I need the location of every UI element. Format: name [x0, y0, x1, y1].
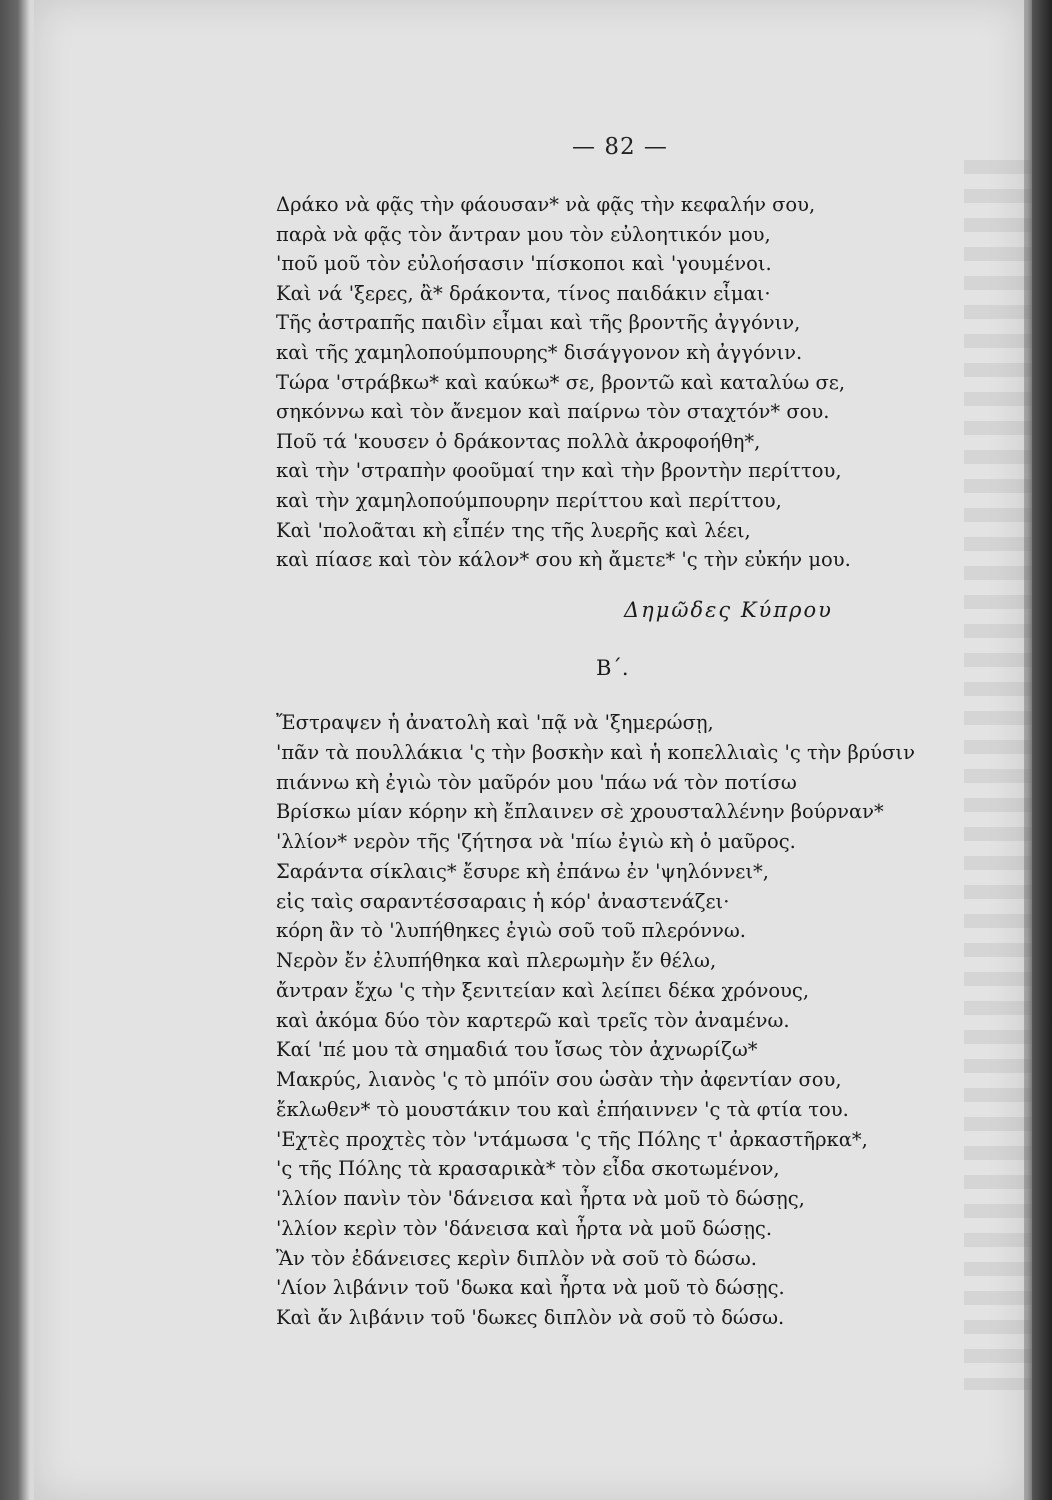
verse-line: κόρη ἂν τὸ 'λυπήθηκες ἐγιὼ σοῦ τοῦ πλερόννω. — [276, 919, 746, 943]
verse-line: καὶ τῆς χαμηλοπούμπουρης* δισάγγονον κὴ ἀγγόνιν. — [276, 340, 803, 364]
verse-line: σηκόννω καὶ τὸν ἄνεμον καὶ παίρνω τὸν σταχτόν* σου. — [276, 400, 830, 424]
verse-line: καὶ τὴν 'στραπὴν φοοῦμαί την καὶ τὴν βροντὴν περίττου, — [276, 459, 842, 483]
page-number: — 82 — — [572, 134, 668, 160]
verse-line: Τῆς ἀστραπῆς παιδὶν εἶμαι καὶ τῆς βροντῆς ἀγγόνιν, — [276, 311, 801, 335]
verse-line: Σαράντα σίκλαις* ἔσυρε κὴ ἐπάνω ἐν 'ψηλόννει*, — [276, 859, 770, 883]
verse-line: 'Εχτὲς προχτὲς τὸν 'ντάμωσα 'ς τῆς Πόλης τ' ἀρκαστῆρκα*, — [276, 1127, 868, 1151]
verse-line: Καὶ νά 'ξερες, ἂ* δράκοντα, τίνος παιδάκιν εἶμαι· — [276, 281, 771, 305]
poem-a — [276, 190, 966, 575]
verse-line: ἄντραν ἔχω 'ς τὴν ξενιτείαν καὶ λείπει δέκα χρόνους, — [276, 978, 810, 1002]
verse-line: 'ς τῆς Πόλης τὰ κρασαρικὰ* τὸν εἶδα σκοτωμένον, — [276, 1157, 780, 1181]
verse-line: Καὶ ἄν λιβάνιν τοῦ 'δωκες διπλὸν νὰ σοῦ τὸ δώσω. — [276, 1306, 785, 1329]
verse-line: Καί 'πέ μου τὰ σημαδιά του ἴσως τὸν ἀχνωρίζω* — [276, 1038, 758, 1062]
verse-line: 'λλίον* νερὸν τῆς 'ζήτησα νὰ 'πίω ἐγιὼ κὴ ὁ μαῦρος. — [276, 830, 796, 853]
section-heading: Β΄. — [596, 656, 629, 680]
verse-line: καὶ πίασε καὶ τὸν κάλον* σου κὴ ἄμετε* 'ς τὴν εὐκήν μου. — [276, 548, 851, 572]
verse-line: Βρίσκω μίαν κόρην κὴ ἔπλαινεν σὲ χρουσταλλένην βούρναν* — [276, 800, 884, 824]
verse-line: πιάννω κὴ ἐγιὼ τὸν μαῦρόν μου 'πάω νά τὸν ποτίσω — [276, 770, 797, 794]
verse-line: Νερὸν ἔν ἐλυπήθηκα καὶ πλερωμὴν ἔν θέλω, — [276, 949, 717, 972]
verse-line: εἰς ταὶς σαραντέσσαραις ἡ κόρ' ἀναστενάζει· — [276, 889, 730, 913]
verse-line: Ποῦ τά 'κουσεν ὁ δράκοντας πολλὰ ἀκροφοήθη*, — [276, 429, 761, 453]
verse-line: Καὶ 'πολοᾶται κὴ εἶπέν της τῆς λυερῆς καὶ λέει, — [276, 518, 751, 542]
verse-line: καὶ τὴν χαμηλοπούμπουρην περίττου καὶ περίττου, — [276, 488, 782, 512]
verse-line: Ἂν τὸν ἐδάνεισες κερὶν διπλὸν νὰ σοῦ τὸ δώσω. — [276, 1246, 757, 1270]
verse-line: Τώρα 'στράβκω* καὶ καύκω* σε, βροντῶ καὶ καταλύω σε, — [276, 370, 846, 394]
book-binding-edge — [1032, 0, 1052, 1500]
verse-line: Μακρύς, λιανὸς 'ς τὸ μπόϊν σου ὡσὰν τὴν ἀφεντίαν σου, — [276, 1068, 842, 1091]
poem-attribution: Δημῶδες Κύπρου — [624, 598, 833, 622]
verse-line: παρὰ νὰ φᾷς τὸν ἄντραν μου τὸν εὐλοητικόν μου, — [276, 222, 771, 246]
verse-line: ἔκλωθεν* τὸ μουστάκιν του καὶ ἐπήαιννεν 'ς τὰ φτία του. — [276, 1097, 849, 1121]
verse-line: 'πᾶν τὰ πουλλάκια 'ς τὴν βοσκὴν καὶ ἡ κοπελλιαὶς 'ς τὴν βρύσιν — [276, 740, 915, 764]
verse-line: 'ποῦ μοῦ τὸν εὐλοήσασιν 'πίσκοποι καὶ 'γουμένοι. — [276, 252, 772, 276]
verse-line: Δράκο νὰ φᾷς τὴν φάουσαν* νὰ φᾷς τὴν κεφαλήν σου, — [276, 193, 816, 216]
verse-line: Ἔστραψεν ἡ ἀνατολὴ καὶ 'πᾷ νὰ 'ξημερώσῃ, — [276, 711, 714, 734]
verse-line: 'λλίον κερὶν τὸν 'δάνεισα καὶ ἦρτα νὰ μοῦ δώσῃς. — [276, 1216, 773, 1240]
poem-b — [276, 708, 966, 1333]
verse-line: 'λλίον πανὶν τὸν 'δάνεισα καὶ ἦρτα νὰ μοῦ τὸ δώσῃς, — [276, 1187, 805, 1210]
verse-line: καὶ ἀκόμα δύο τὸν καρτερῶ καὶ τρεῖς τὸν ἀναμένω. — [276, 1008, 790, 1032]
verse-line: 'Λίον λιβάνιν τοῦ 'δωκα καὶ ἦρτα νὰ μοῦ τὸ δώσῃς. — [276, 1276, 785, 1300]
